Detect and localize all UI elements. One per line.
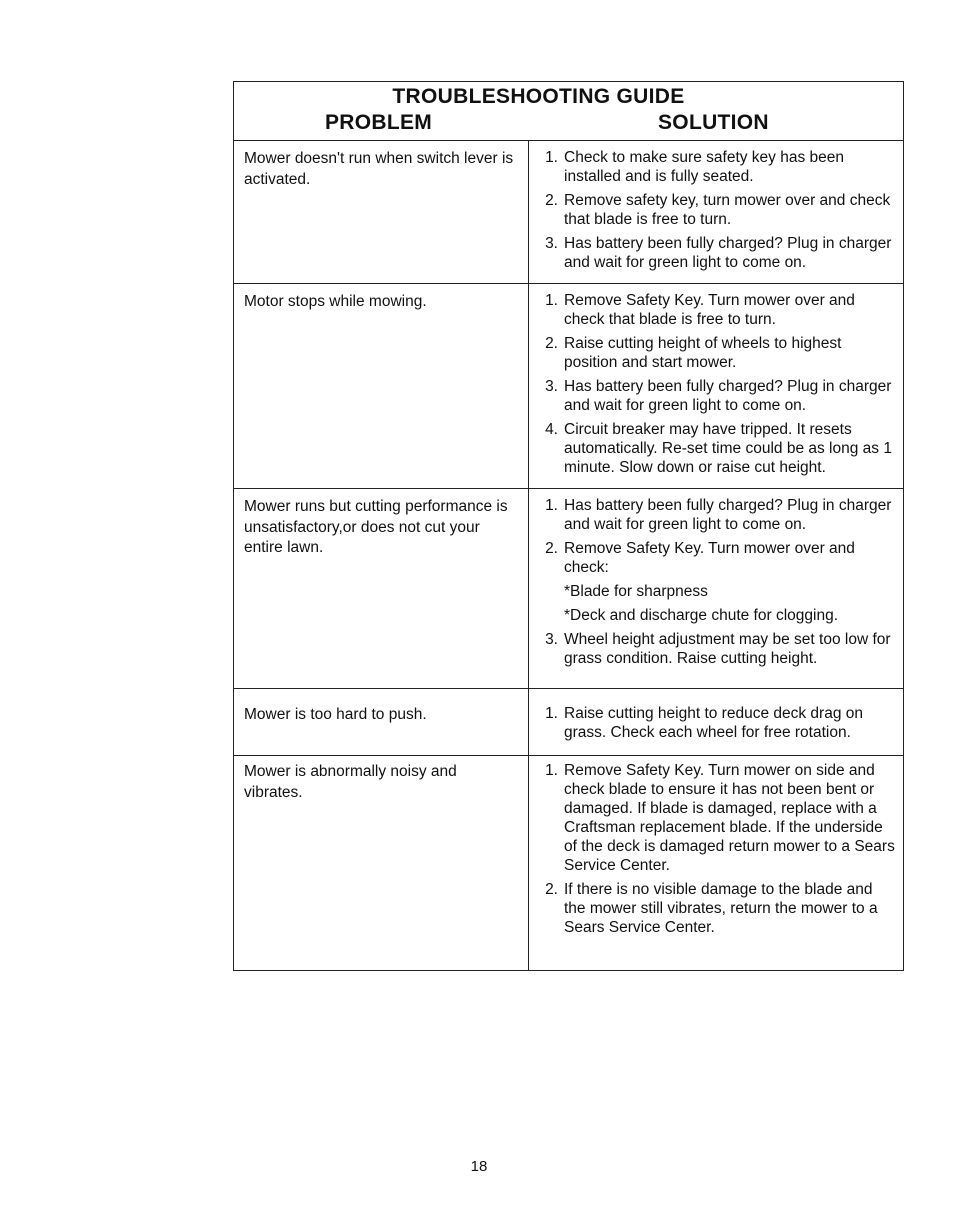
solution-text: *Deck and discharge chute for clogging. (564, 607, 838, 624)
table-row (234, 756, 903, 970)
solution-cell (529, 756, 903, 970)
table-row (234, 689, 903, 756)
solution-text: If there is no visible damage to the blade and the mower still vibrates, return the mower to a Sears Service Center. (564, 881, 878, 936)
solution-text: Remove safety key, turn mower over and check that blade is free to turn. (564, 192, 891, 228)
solution-item (529, 496, 897, 534)
solution-cell (529, 284, 903, 488)
solution-number: 2. (545, 540, 558, 557)
solution-item (529, 191, 897, 229)
solution-cell (529, 489, 903, 688)
solution-number: 2. (545, 335, 558, 352)
solution-column-header: SOLUTION (658, 111, 769, 134)
solution-text: Raise cutting height to reduce deck drag on grass. Check each wheel for free rotation. (564, 705, 863, 741)
solution-number: 2. (545, 192, 558, 209)
solution-cell (529, 689, 903, 755)
problem-text: Mower doesn't run when switch lever is activated. (234, 141, 529, 283)
solution-item (529, 880, 897, 937)
solution-text: Has battery been fully charged? Plug in charger and wait for green light to come on. (564, 378, 892, 414)
solution-item (529, 761, 897, 875)
solution-number (529, 582, 564, 601)
solution-sub-item (529, 582, 897, 601)
solution-text: Circuit breaker may have tripped. It resets automatically. Re-set time could be as long as 1 minute. Slow down or raise cut height. (564, 421, 892, 476)
problem-text: Mower runs but cutting performance is unsatisfactory,or does not cut your entire lawn. (234, 489, 529, 688)
problem-text: Mower is too hard to push. (234, 689, 529, 755)
solution-number: 3. (545, 378, 558, 395)
solution-item (529, 704, 897, 742)
solution-text: Has battery been fully charged? Plug in charger and wait for green light to come on. (564, 497, 892, 533)
solution-sub-item (529, 606, 897, 625)
solution-number: 3. (545, 235, 558, 252)
table-row (234, 489, 903, 689)
solution-text: Remove Safety Key. Turn mower over and check that blade is free to turn. (564, 292, 855, 328)
solution-text: Has battery been fully charged? Plug in charger and wait for green light to come on. (564, 235, 892, 271)
solution-item (529, 420, 897, 477)
solution-item (529, 334, 897, 372)
solution-text: Raise cutting height of wheels to highest position and start mower. (564, 335, 842, 371)
solution-item (529, 539, 897, 577)
solution-number: 4. (545, 421, 558, 438)
solution-number: 1. (545, 705, 558, 722)
solution-item (529, 630, 897, 668)
problem-column-header: PROBLEM (325, 111, 433, 134)
table-header (234, 82, 903, 141)
solution-number: 3. (545, 631, 558, 648)
solution-number (529, 606, 564, 625)
solution-number: 1. (545, 149, 558, 166)
solution-text: Remove Safety Key. Turn mower over and check: (564, 540, 855, 576)
solution-item (529, 234, 897, 272)
guide-title: TROUBLESHOOTING GUIDE (392, 85, 685, 108)
solution-text: Check to make sure safety key has been installed and is fully seated. (564, 149, 845, 185)
solution-number: 1. (545, 497, 558, 514)
troubleshooting-table (233, 81, 904, 971)
solution-text: Wheel height adjustment may be set too low for grass condition. Raise cutting height. (564, 631, 891, 667)
solution-item (529, 291, 897, 329)
solution-number: 2. (545, 881, 558, 898)
problem-text: Motor stops while mowing. (234, 284, 529, 488)
page-number: 18 (470, 1158, 488, 1175)
solution-item (529, 377, 897, 415)
solution-item (529, 148, 897, 186)
solution-text: Remove Safety Key. Turn mower on side and check blade to ensure it has not been bent or damaged. If blade is damaged, replace with a Craftsman replacement blade. If the underside of the deck is damaged return mower to a Sears Service Center. (564, 762, 895, 874)
solution-text: *Blade for sharpness (564, 583, 708, 600)
table-row (234, 141, 903, 284)
solution-cell (529, 141, 903, 283)
solution-number: 1. (545, 762, 558, 779)
table-row (234, 284, 903, 489)
problem-text: Mower is abnormally noisy and vibrates. (234, 756, 529, 970)
solution-number: 1. (545, 292, 558, 309)
